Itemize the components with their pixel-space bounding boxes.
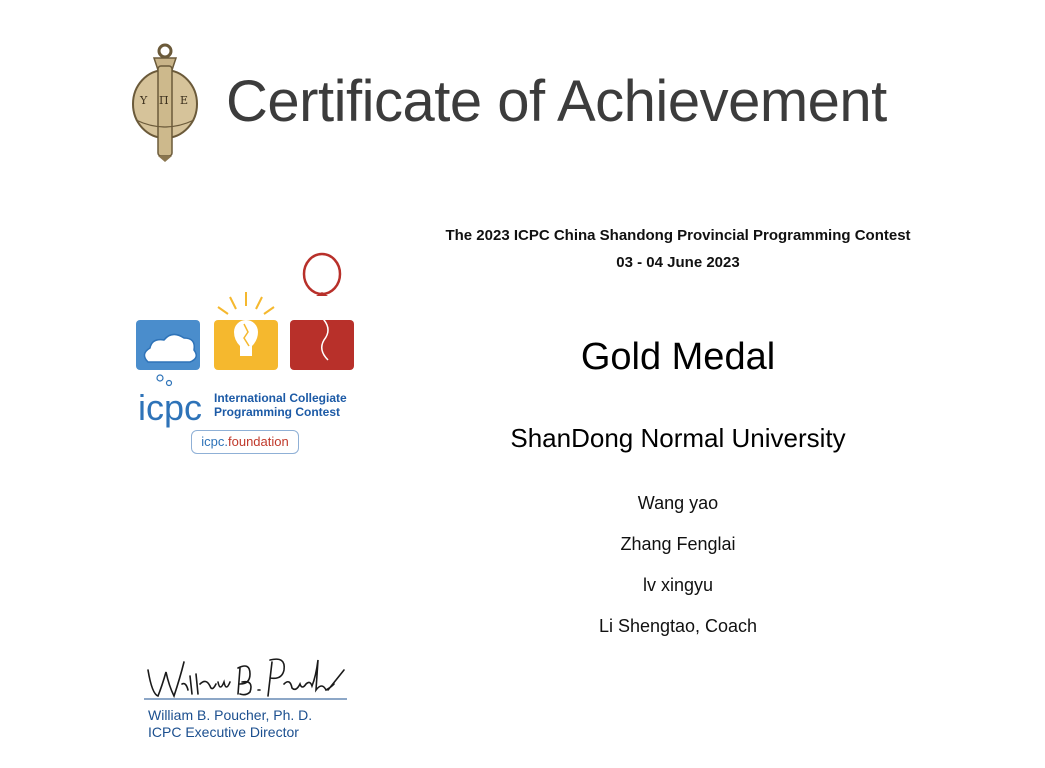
svg-text:Ε: Ε bbox=[180, 94, 189, 107]
svg-text:Π: Π bbox=[159, 94, 169, 107]
team-coach: Li Shengtao, Coach bbox=[598, 616, 758, 636]
contest-dates: 03 - 04 June 2023 bbox=[616, 254, 740, 271]
signature bbox=[142, 654, 352, 704]
signer-name: William B. Poucher, Ph. D. bbox=[148, 707, 313, 723]
icpc-foundation-badge: icpc.foundation bbox=[191, 430, 299, 454]
contest-name: The 2023 ICPC China Shandong Provincial Programming Contest bbox=[445, 227, 911, 244]
signer-title: ICPC Executive Director bbox=[148, 724, 299, 740]
school-name: ShanDong Normal University bbox=[510, 423, 846, 453]
award-medal: Gold Medal bbox=[580, 336, 776, 378]
team-member: lv xingyu bbox=[642, 575, 714, 595]
icpc-line2: Programming Contest bbox=[214, 405, 341, 419]
upe-seal-emblem bbox=[130, 42, 200, 162]
svg-text:Υ: Υ bbox=[140, 94, 148, 107]
icpc-wordmark: icpc bbox=[138, 387, 203, 428]
team-member: Zhang Fenglai bbox=[620, 534, 736, 554]
icpc-logo-graphic bbox=[130, 252, 370, 432]
icpc-logo bbox=[130, 252, 370, 462]
team-member: Wang yao bbox=[637, 493, 719, 513]
icpc-line1: International Collegiate bbox=[214, 391, 347, 405]
certificate-title: Certificate of Achievement bbox=[226, 69, 887, 134]
